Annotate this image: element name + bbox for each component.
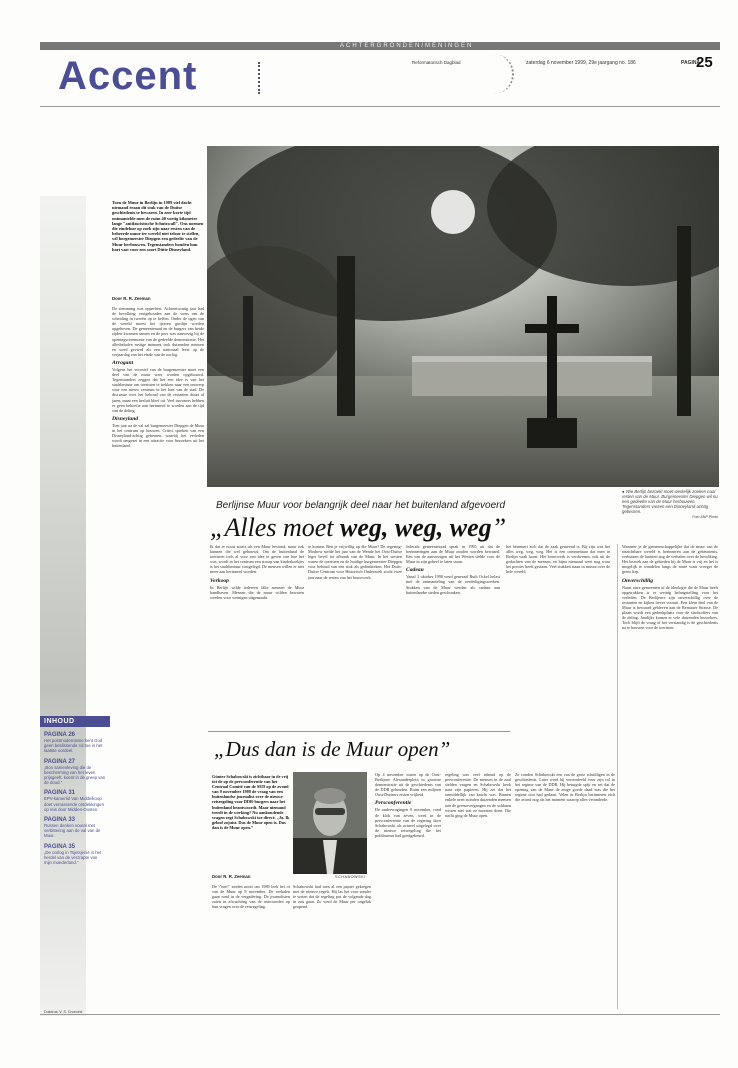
column-divider [617, 544, 618, 1009]
article-column-6: Wanneer je de gemeenschappelijke dat de muur van de onzichtbare wereld is herinneren aan de gebeurtenis, verhuizen de laatsten nog de verhalen over de bevolking. Het bezoek aan de gebieden bij de Muur is vrij en het is mogelijk te wandelen langs de route waar vroeger de grens liep. Onverschillig Naast onze gemeenten of de ideologie die de Muur heeft opgetrokken is er weinig belangstelling voor het verleden. De Berlijners zijn onverschillig over de restanten en kijken liever vooruit. Een klein deel van de Muur is bewaard gebleven aan de Bernauer Strasse. De plaats wordt een gedenkplaats voor de slachtoffers van de deling. Jaarlijks komen er vele duizenden bezoekers. Toch blijft de vraag of het verstandig is de geschiedenis na te bouwen voor de toeristen. [622, 544, 718, 631]
subhead-verkoop: Verkoop [210, 577, 229, 584]
article-kicker: Berlijnse Muur voor belangrijk deel naar het buitenland afgevoerd [216, 500, 506, 511]
divider [40, 106, 720, 107]
contents-page: PAGINA 26 [44, 732, 76, 738]
lead-photo [207, 146, 719, 487]
subhead-arrogant: Arrogant [112, 359, 134, 366]
contents-item [40, 754, 110, 786]
contents-item [40, 727, 110, 754]
contents-title: INHOUD [40, 716, 110, 727]
inset-byline: Door R. R. Zeeman [212, 874, 251, 879]
section-strip [40, 42, 720, 50]
headline-pre: „Alles moet [210, 513, 340, 542]
contents-page: PAGINA 35 [44, 843, 76, 850]
masthead [40, 52, 720, 102]
dotted-arc-ornament [480, 54, 514, 94]
contents-text: „Bon samenleving die de bescherming van het leven prijsgeeft, koent in de greep van de dood.” [44, 764, 106, 786]
page-number: 25 [696, 54, 713, 71]
article-column-3: te komen. Ben je vrijwillig op die Muur? De regering-Modrow stelde het jaar van de Wende het Oost-Duitse leger bevel tot afbraak van de Muur. In het westen waren de toeristen en de huidige burgemeester Diepgen voor behoud van een stuk als gedenkteken. Het Duits-Duitse Centrum voor Historisch Onderzoek zocht twee jaar naar de resten van het bouwwerk. [308, 544, 402, 580]
photo-caption [622, 489, 718, 521]
inset-column-4: regeling was veel inhoud op de persconferentie. De mensen in de zaal stelden vragen en Schabowski keek naar zijn papieren. Hij zei dat het onmiddellijk van kracht was. Binnen enkele uren stonden duizenden mensen aan de grensovergangen en de soldaten wisten niet wat ze moesten doen. Die nacht ging de Muur open. [445, 772, 511, 818]
contents-box [40, 716, 110, 1016]
headline-bold: weg, weg, weg [340, 513, 492, 542]
article-column-2: Ik dat er nooit zoiets als een Muur bestond, maar ook kunnen die wel gebouwd. Om de buitenland de toeristen toch al voor een idee te geven van hoe het was, wordt in het centrum een stroop van kinderkoekjes is het stadsbestuur vastgelegd. De mensen willen er niet meer aan herinnerd worden. Verkoop In Berlijn wilde iedereen fälte mensen de Muur handhaven. Mensen die de muur wilden bewaren werden voor weinigen uitgemaakt. [210, 544, 304, 600]
headline-post: ” [491, 513, 507, 542]
contents-credit: Dukdruk: V. S. Groenink [44, 1010, 83, 1014]
portrait-photo [293, 772, 367, 874]
portrait-caption: SCHABOWSKI [335, 875, 366, 879]
inset-column-3: Op 4 november waren op de Oost-Berlijnse Alexanderplein in grootste demonstratie uit de geschiedenis van de DDR gehouden. Ruim een miljoen Oost-Duitsers eisten vrijheid. Persconferentie De ondervragingen 9 november, rond de klok van zeven, werd in de persconferentie van de regering door Schabowski als actueel uitgelegd over de nieuwe reisregeling die het politbureau had goedgekeurd. [375, 772, 441, 838]
contents-page: PAGINA 33 [44, 817, 76, 824]
section-strip-label: ACHTERGRONDEN/MENINGEN [340, 43, 474, 49]
contents-page: PAGINA 31 [44, 790, 76, 797]
contents-text: Russen denken vooral met verbittering aan de val van de Muur. [44, 823, 101, 839]
dotted-arc-ornament [246, 62, 260, 94]
inset-divider [208, 731, 510, 732]
inset-column-5: Ze vonden Schabowski een van de grote schuldigen in de geschiedenis. Later werd hij veroordeeld voor zijn rol in het regime van de DDR. Hij betuigde spijt en zei dat de opening van de Muur de enige goede daad was die het regime ooit had gedaan. Velen in Berlijn herinneren zich die avond nog als het moment waarop alles veranderde. [515, 772, 615, 803]
subhead-cadeau: Cadeau [406, 567, 424, 574]
inset-column-2: Schabowski had toen al een papier gekregen met de nieuwe regels. Hij las het voor zonder te weten dat de regeling pas de volgende dag in zou gaan. Zo werd de Muur per ongeluk geopend. [293, 884, 371, 910]
article-column-5: het herinnert zich dat de zaak gemeend is. Bij zijn was het alles weg, weg, weg. Het is een commentaar dat men in Berlijn vaak hoort. Het bouwwerk is verdwenen, ook uit de gedachten van de mensen, en bijna niemand weet nog waar het precies heeft gestaan. Veel stukken staan in musea over de hele wereld. [506, 544, 610, 575]
divider [40, 1014, 720, 1015]
contents-text: „De oorlog in Tsjetsjenië is het herdel van de verzrapte van mijn moederland.” [44, 849, 102, 866]
section-title: Accent [58, 54, 198, 98]
contents-page: PAGINA 27 [44, 758, 76, 765]
subhead-onverschillig: Onverschillig [622, 577, 654, 584]
page-label: PAGINA [681, 60, 701, 66]
inset-headline: „Dus dan is de Muur open” [214, 737, 451, 761]
photo-caption-text: ● Wie Berlijn bezoekt moet werkelijk zoeken naar resten van de Muur. Burgemeester Diepgen wil nu een gedeelte van de Muur herbouwen. Tegenstanders vrezen een Disneyland-achtig gebeuren. [622, 489, 718, 515]
article-column-1: De stemming was opperbest. Achtentwintig jaar had de bevolking vastgehouden aan de wens om de scheiding in tweeën op te heffen. Onder de ogen van de wereld moest het ijzeren gordijn worden opgeheven. De gemeenteraad en de burgers van beide zijden kwamen samen en de pers was aanwezig bij de openingsceremonie van de gedeelde demonstratie. Het allesbehalve rustige moment trok duizenden mensen en werd gevierd als een nationaal feest op de verjaardag van het einde van de oorlog. Arrogant Volgens het voorstel van de burgemeester moet een deel van de muur weer worden opgebouwd. Tegenstanders zeggen dat het een idee is van het stadsbestuur om toeristen te trekken naar een ontwerp voor een nieuw centrum in het hart van de stad. De discussie over het behoud van de restanten duurt al jaren, maar een besluit bleef uit. Veel inwoners hebben er geen behoefte aan herinnerd te worden aan de tijd van de deling. Disneyland Tien jaar na de val zal burgemeester Diepgen de Muur in het centrum op bouwen. Critici spreken van een Disneyland-achtig gebeuren, waarbij het verleden wordt omgezet in een attractie voor bezoekers uit het buitenland. [112, 306, 204, 449]
article-byline: Door R. R. Zeeman [112, 296, 151, 301]
article-headline [210, 513, 506, 543]
subhead-disneyland: Disneyland [112, 415, 139, 422]
contents-text: Het postmodernisme kent God geen beslissende rol toe in het laatste oordeel. [44, 738, 103, 754]
contents-text: EPV-kamerlid Van Middelkoop doet verrassende ontdekkingen op reis door Midden-Oosten. [44, 796, 104, 812]
contents-item [40, 785, 110, 812]
inset-intro: Günter Schabowski is zichtbaar in de vrij tot de op de persconferentie van het Centraal Comité van de SED op de avond van 9 november 1989 de vraag van een buitenlandse journalist over de nieuwe reisregeling voor DDR-burgers naar het buitenland beantwoordt. Maar niemand treedt in de werking? Nu aankondende vragen zegt Schabowski toe direct: „Ja. Ik geloof zojuist. Dus de Muur open is. Dus dan is de Muur open.” [212, 774, 290, 830]
article-intro: Toen de Muur in Berlijn in 1989 viel dacht niemand eraan dit stuk van de Duitse geschiedenis te bewaren. In zeer korte tijd ontmantelde men de ruim 40 voetig kilometer lange "antifascistische Schutzwall". Ons noemen die eindeloze op zoek zijn naar resten van de beheerde muur ter wereld niet teloor te stellen, wil borgemeester Diepgen een gedeelte van de Muur herbouwen. Tegenstanders houden hun hart vast voor een soort Dütte Disneyland. [112, 200, 204, 252]
photo-credit: Foto ANP Photo [692, 515, 718, 520]
paper-name: Reformatorisch Dagblad [412, 60, 461, 65]
contents-item [40, 812, 110, 839]
article-column-4: federale gemeenteraad sprak in 1995 uit dat de herinneringen aan de Muur zouden worden bewaard. Een van de aanwezigen uit het Westen stelde voor de Muur in zijn geheel te laten staan. Cadeau Vanaf 3 oktober 1990 werd generaal Ruth Ockel belast met de ontmanteling van de verdedigingswerken. Stukken van de Muur werden als cadeau aan buitenlandse steden geschonken. [406, 544, 500, 595]
dateline: zaterdag 6 november 1999, 29e jaargang no. 186 [526, 60, 636, 66]
inset-subhead: Persconferentie [375, 800, 412, 807]
inset-column-1: De \"nee\" zeiden nooit om 1989 leek het of van de Muur op 9 november. De verhalen gaan rond in de vergadering. De journalisten zaten in afwachting van de antwoorden op hun vragen over de reisregeling. [212, 884, 290, 910]
contents-item [40, 839, 110, 866]
